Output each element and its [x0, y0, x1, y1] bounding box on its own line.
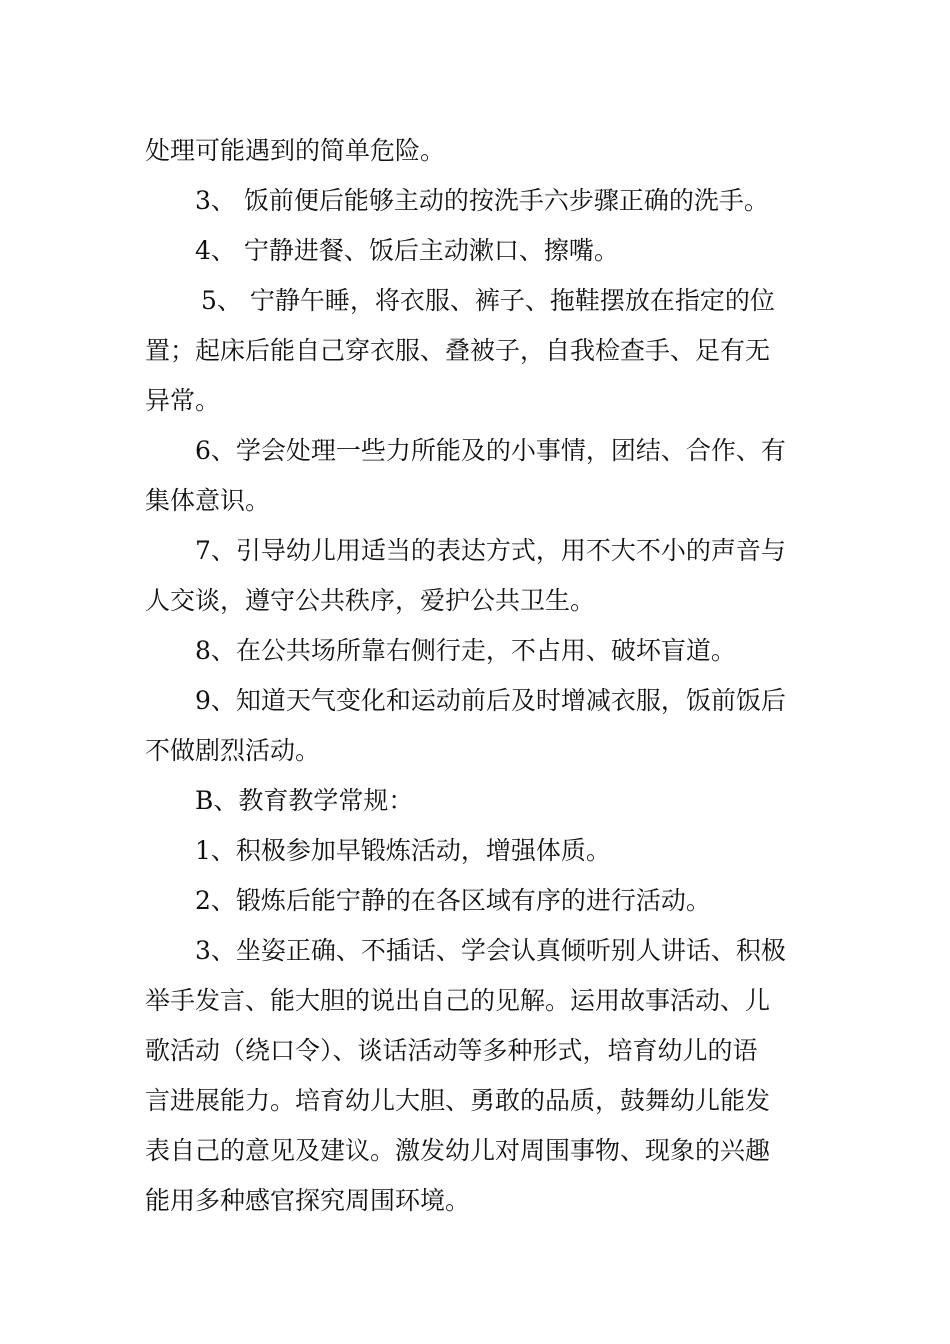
list-item-8: 8、在公共场所靠右侧行走，不占用、破坏盲道。	[195, 636, 736, 665]
list-item-b3: 3、坐姿正确、不插话、学会认真倾听别人讲话、积极	[195, 936, 786, 965]
section-heading-b: B、教育教学常规：	[195, 786, 414, 815]
list-item-4: 4、 宁静进餐、饭后主动漱口、擦嘴。	[195, 236, 619, 265]
list-item-3: 3、 饭前便后能够主动的按洗手六步骤正确的洗手。	[195, 186, 769, 215]
list-item-6: 6、学会处理一些力所能及的小事情，团结、合作、有	[195, 436, 786, 465]
text-line: 处理可能遇到的简单危险。	[145, 136, 446, 165]
text-line: 不做剧烈活动。	[145, 736, 321, 765]
text-line: 能用多种感官探究周围环境。	[145, 1186, 471, 1215]
text-line: 异常。	[145, 386, 221, 415]
text-line: 言进展能力。培育幼儿大胆、勇敢的品质，鼓舞幼儿能发	[145, 1086, 771, 1115]
list-item-b1: 1、积极参加早锻炼活动，增强体质。	[195, 836, 611, 865]
list-item-9: 9、知道天气变化和运动前后及时增减衣服，饭前饭后	[195, 686, 786, 715]
text-line: 举手发言、能大胆的说出自己的见解。运用故事活动、儿	[145, 986, 771, 1015]
text-line: 置；起床后能自己穿衣服、叠被子，自我检查手、足有无	[145, 336, 771, 365]
document-body	[145, 126, 807, 1226]
text-line: 集体意识。	[145, 486, 271, 515]
text-line: 人交谈，遵守公共秩序，爱护公共卫生。	[145, 586, 596, 615]
list-item-b2: 2、锻炼后能宁静的在各区域有序的进行活动。	[195, 886, 711, 915]
text-line: 表自己的意见及建议。激发幼儿对周围事物、现象的兴趣	[145, 1136, 771, 1165]
text-line: 歌活动（绕口令）、谈话活动等多种形式，培育幼儿的语	[145, 1036, 758, 1065]
list-item-7: 7、引导幼儿用适当的表达方式，用不大不小的声音与	[195, 536, 786, 565]
list-item-5: 5、 宁静午睡，将衣服、裤子、拖鞋摆放在指定的位	[201, 286, 775, 315]
